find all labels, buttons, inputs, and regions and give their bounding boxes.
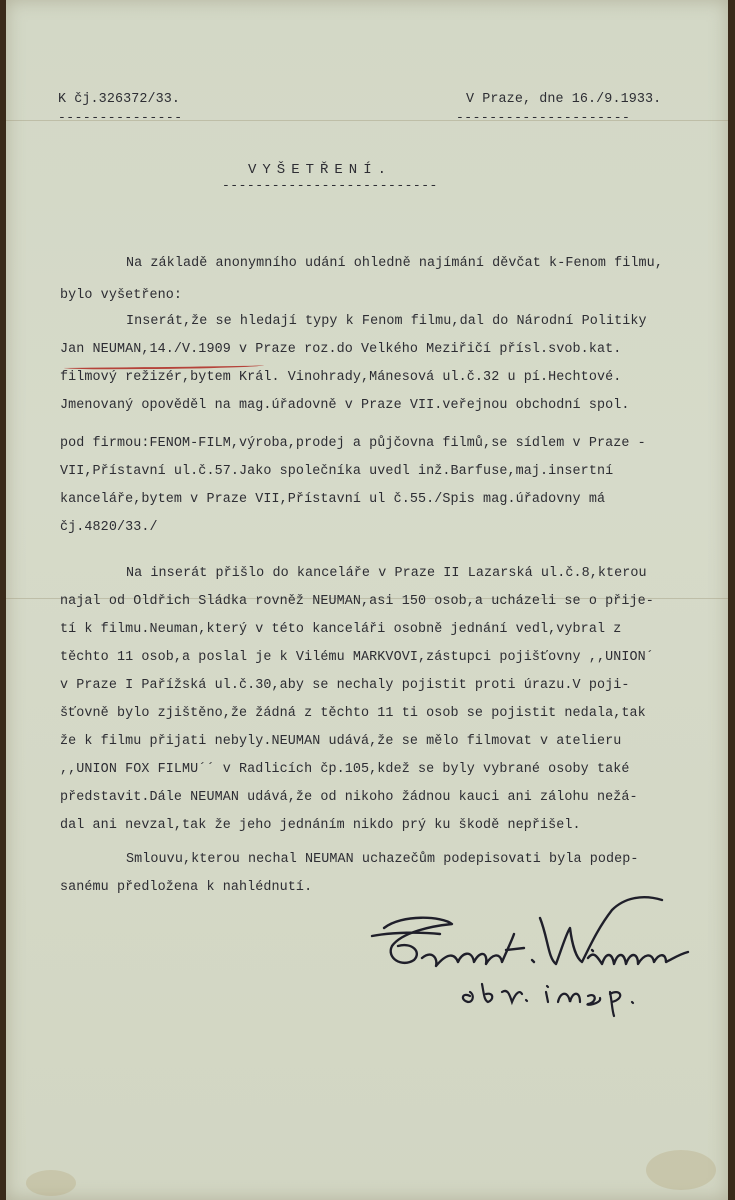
body-line: Jmenovaný opověděl na mag.úřadovně v Praze VII.veřejnou obchodní spol. (60, 398, 630, 413)
paper-stain (646, 1150, 716, 1190)
body-line: v Praze I Pařížská ul.č.30,aby se nechaly pojistit proti úrazu.V poji- (60, 678, 630, 693)
body-line: že k filmu přijati nebyly.NEUMAN udává,že se mělo filmovat v atelieru (60, 734, 622, 749)
red-pencil-underline (64, 363, 264, 370)
reference-rule: --------------- (58, 110, 183, 125)
paper-stain (26, 1170, 76, 1196)
body-line: čj.4820/33./ (60, 520, 158, 535)
reference-number: K čj.326372/33. (58, 92, 181, 107)
place-date-rule: --------------------- (456, 110, 631, 125)
body-line: Jan NEUMAN,14./V.1909 v Praze roz.do Velkého Meziřičí přísl.svob.kat. (60, 342, 622, 357)
body-line: pod firmou:FENOM-FILM,výroba,prodej a půjčovna filmů,se sídlem v Praze - (60, 436, 646, 451)
document-page (6, 0, 728, 1200)
body-line: šťovně bylo zjištěno,že žádná z těchto 11 ti osob se pojistit nedala,tak (60, 706, 646, 721)
body-line: ,,UNION FOX FILMU´´ v Radlicích čp.105,kdež se byly vybrané osoby také (60, 762, 630, 777)
body-line: sanému předložena k nahlédnutí. (60, 880, 313, 895)
body-line: představit.Dále NEUMAN udává,že od nikoho žádnou kauci ani zálohu nežá- (60, 790, 638, 805)
title-rule: -------------------------- (222, 178, 438, 193)
body-line: Na inserát přišlo do kanceláře v Praze II Lazarská ul.č.8,kterou (126, 566, 647, 581)
body-line: dal ani nevzal,tak že jeho jednáním nikdo prý ku škodě nepřišel. (60, 818, 581, 833)
body-line: filmový režizér,bytem Král. Vinohrady,Mánesová ul.č.32 u pí.Hechtové. (60, 370, 622, 385)
body-line: najal od Oldřich Sládka rovněž NEUMAN,asi 150 osob,a ucházeli se o přije- (60, 594, 654, 609)
place-date: V Praze, dne 16./9.1933. (466, 92, 662, 107)
body-line: Smlouvu,kterou nechal NEUMAN uchazečům podepisovati byla podep- (126, 852, 639, 867)
document-title: VYŠETŘENÍ. (248, 162, 393, 178)
body-line: Na základě anonymního udání ohledně najímání děvčat k-Fenom filmu, (126, 256, 663, 271)
body-line: bylo vyšetřeno: (60, 288, 183, 303)
body-line: těchto 11 osob,a poslal je k Vilému MARKVOVI,zástupci pojišťovny ,,UNION´ (60, 650, 654, 665)
body-line: Inserát,že se hledají typy k Fenom filmu,dal do Národní Politiky (126, 314, 647, 329)
body-line: VII,Přístavní ul.č.57.Jako společníka uvedl inž.Barfuse,maj.insertní (60, 464, 614, 479)
body-line: kanceláře,bytem v Praze VII,Přístavní ul č.55./Spis mag.úřadovny má (60, 492, 606, 507)
body-line: tí k filmu.Neuman,který v této kanceláři osobně jednání vedl,vybral z (60, 622, 622, 637)
handwritten-signature (362, 888, 732, 1018)
